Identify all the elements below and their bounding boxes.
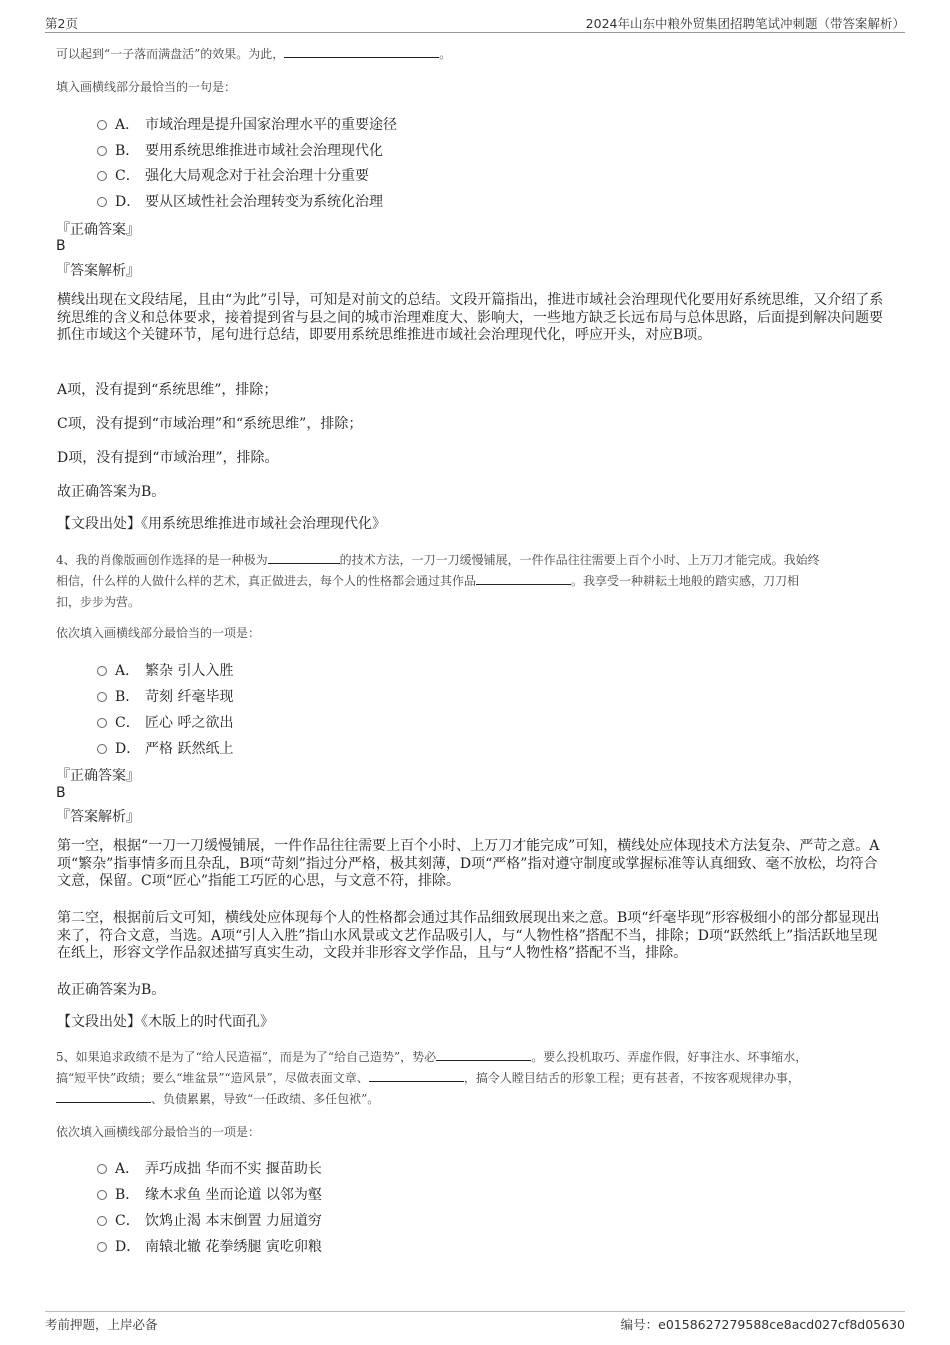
radio-button[interactable] (97, 197, 107, 207)
page-footer (45, 1311, 905, 1334)
footer-slogan: 考前押题，上岸必备 (45, 1317, 158, 1332)
q3-conclusion: 故正确答案为B。 (57, 484, 166, 500)
radio-button[interactable] (97, 744, 107, 754)
q3-blank (284, 45, 439, 58)
radio-button[interactable] (97, 692, 107, 702)
document-id: 编号：e0158627279588ce8acd027cf8d05630 (620, 1317, 905, 1332)
radio-button[interactable] (97, 1242, 107, 1252)
q3-analysis-d: D项，没有提到“市域治理”，排除。 (57, 450, 279, 466)
q5-prompt: 依次填入画横线部分最恰当的一项是： (56, 1125, 261, 1139)
radio-button[interactable] (97, 146, 107, 156)
q5-blank-1 (436, 1048, 531, 1061)
q3-analysis-c: C项，没有提到“市域治理”和“系统思维”，排除； (57, 416, 363, 432)
q3-analysis-label: 『答案解析』 (56, 263, 140, 279)
q4-conclusion: 故正确答案为B。 (57, 982, 166, 998)
q4-blank-2 (476, 572, 571, 585)
q4-source: 【文段出处】《木版上的时代面孔》 (57, 1014, 274, 1030)
q5-blank-2 (369, 1069, 464, 1082)
radio-button[interactable] (97, 1190, 107, 1200)
q3-analysis-paragraph: 横线出现在文段结尾，且由“为此”引导，可知是对前文的总结。文段开篇指出，推进市域社会治理现代化要用好系统思维，又介绍了系统思维的含义和总体要求，接着提到省与县之间的城市治理难度大、影响大，一些地方缺乏长远布局与总体思路，后面提到解决问题要抓住市域这个关键环节，尾句进行总结，即要用系统思维推进市域社会治理现代化，呼应开头，对应B项。 (57, 292, 884, 343)
q5-stem: 5、如果追求政绩不是为了“给人民造福”，而是为了“给自己造势”，势必 。要么投机取巧、弄虚作假，好事注水、坏事缩水， 搞“短平快”政绩；要么“堆盆景”“造风景”，尽做表面文章、 ，搞令人瞠目结舌的形象工程；更有甚者，不按客观规律办事， 、负债累累，导致“一任政绩、多任包袱”。 (56, 1050, 808, 1106)
q3-prompt: 填入画横线部分最恰当的一句是： (56, 80, 237, 94)
q4-answer-label: 『正确答案』 (56, 768, 140, 784)
document-title: 2024年山东中粮外贸集团招聘笔试冲刺题（带答案解析） (585, 16, 905, 31)
q5-blank-3 (56, 1090, 151, 1103)
radio-button[interactable] (97, 718, 107, 728)
q4-stem: 4、我的肖像版画创作选择的是一种极为 的技术方法，一刀一刀缓慢铺展，一件作品往往需要上百个小时、上万刀才能完成。我始终 相信，什么样的人做什么样的艺术，真正做进去，每个人的性格都会通过其作品 。我享受一种耕耘土地般的踏实感，刀刀相 扣，步步为营。 (56, 553, 820, 609)
page-header (45, 14, 905, 33)
q4-answer: B (56, 785, 66, 801)
radio-button[interactable] (97, 666, 107, 676)
q3-source: 【文段出处】《用系统思维推进市域社会治理现代化》 (57, 516, 386, 532)
q3-answer: B (56, 238, 66, 254)
radio-button[interactable] (97, 120, 107, 130)
radio-button[interactable] (97, 1216, 107, 1226)
q3-stem: 可以起到“一子落而满盘活”的效果。为此， 。 (56, 47, 452, 61)
q3-answer-label: 『正确答案』 (56, 222, 140, 238)
page-number: 第2页 (45, 16, 78, 31)
q4-analysis-second-blank: 第二空，根据前后文可知，横线处应体现每个人的性格都会通过其作品细致展现出来之意。B项“纤毫毕现”形容极细小的部分都显现出来了，符合文意，当选。A项“引人入胜”指山水风景或文艺作品吸引人，与“人物性格”搭配不当，排除；D项“跃然纸上”指活跃地呈现在纸上，形容文学作品叙述描写真实生动，文段并非形容文学作品，且与“人物性格”搭配不当，排除。 (57, 910, 880, 961)
q4-analysis-first-blank: 第一空，根据“一刀一刀缓慢铺展，一件作品往往需要上百个小时、上万刀才能完成”可知，横线处应体现技术方法复杂、严苛之意。A项“繁杂”指事情多而且杂乱，B项“苛刻”指过分严格，极其刻薄，D项“严格”指对遵守制度或掌握标准等认真细致、毫不放松，均符合文意，保留。C项“匠心”指能工巧匠的心思，与文意不符，排除。 (57, 838, 880, 889)
q4-prompt: 依次填入画横线部分最恰当的一项是： (56, 626, 261, 640)
radio-button[interactable] (97, 171, 107, 181)
q3-analysis-a: A项，没有提到“系统思维”，排除； (57, 382, 278, 398)
radio-button[interactable] (97, 1164, 107, 1174)
q4-analysis-label: 『答案解析』 (56, 809, 140, 825)
q4-blank-1 (268, 551, 340, 564)
